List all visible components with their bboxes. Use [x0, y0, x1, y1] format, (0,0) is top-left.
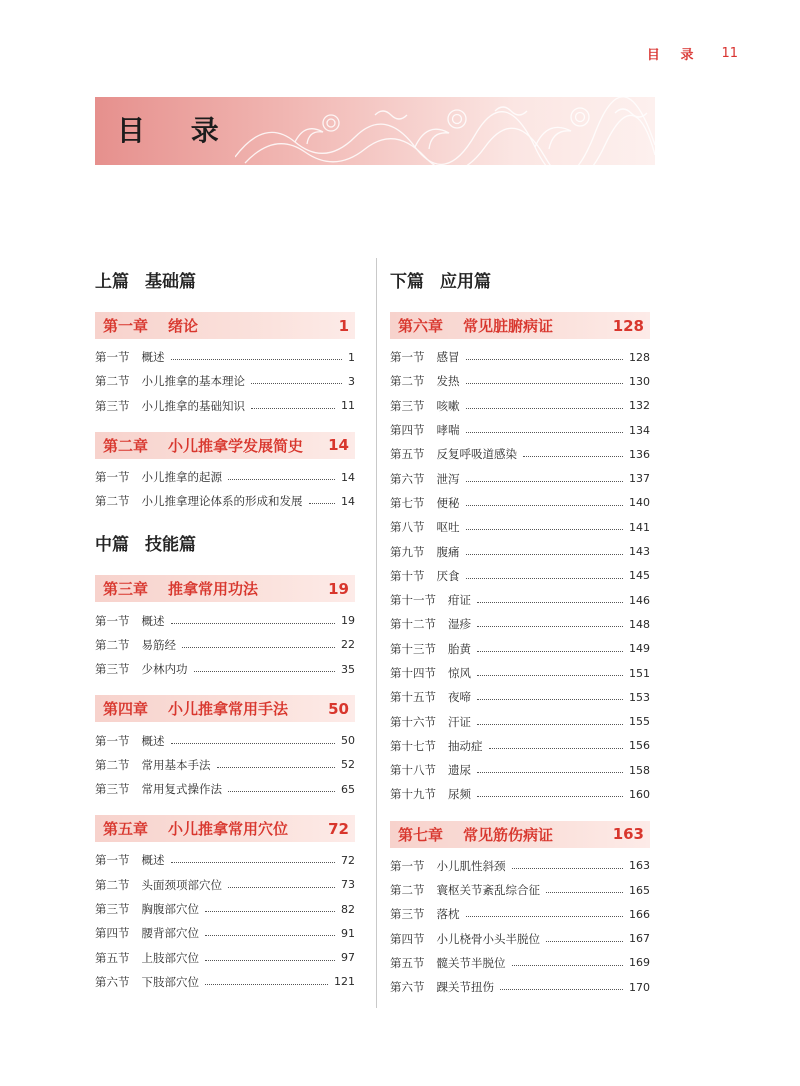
section-title: 抽动症	[448, 738, 483, 753]
section-title: 胎黄	[448, 641, 471, 656]
section-page: 22	[341, 638, 355, 652]
toc-entry[interactable]	[390, 491, 650, 515]
section-title: 汗证	[448, 714, 471, 729]
section-page: 82	[341, 902, 355, 916]
chapter-heading[interactable]	[390, 312, 650, 339]
section-page: 158	[629, 763, 650, 777]
section-label: 第三节	[95, 662, 130, 677]
section-page: 148	[629, 617, 650, 631]
section-label: 第三节	[95, 398, 130, 413]
chapter-spacer	[95, 801, 355, 815]
dot-leader	[466, 577, 624, 579]
section-title: 小儿推拿的基本理论	[141, 374, 245, 389]
toc-entry[interactable]	[390, 878, 650, 902]
section-title: 概述	[141, 853, 165, 868]
section-title: 概述	[141, 733, 165, 748]
dot-leader	[546, 940, 623, 942]
dot-leader	[228, 886, 335, 888]
toc-entry[interactable]	[95, 848, 355, 872]
section-label: 第三节	[390, 907, 425, 922]
dot-leader	[477, 601, 623, 603]
toc-entry[interactable]	[390, 854, 650, 878]
part-title: 基础篇	[145, 272, 196, 292]
section-title: 夜啼	[448, 690, 471, 705]
section-title: 胸腹部穴位	[141, 902, 199, 916]
chapter-page: 72	[328, 819, 349, 838]
dot-leader	[205, 983, 328, 985]
section-label: 第五节	[95, 950, 130, 965]
dot-leader	[477, 625, 623, 627]
section-label: 第四节	[390, 423, 425, 438]
dot-leader	[251, 407, 335, 409]
dot-leader	[466, 431, 624, 433]
section-label: 第七节	[390, 495, 425, 510]
section-page: 165	[629, 883, 650, 897]
chapter-title: 小儿推拿常用手法	[168, 700, 289, 719]
chapter-spacer	[95, 294, 355, 312]
section-title: 疳证	[448, 593, 471, 608]
section-title: 呕吐	[436, 520, 460, 535]
part-heading	[95, 270, 355, 294]
section-page: 137	[629, 472, 650, 486]
section-label: 第十节	[390, 568, 425, 583]
dot-leader	[466, 407, 624, 409]
chapter-title-group	[103, 578, 258, 599]
toc-entry[interactable]	[390, 734, 650, 758]
chapter-spacer	[95, 557, 355, 575]
chapter-label: 第二章	[103, 436, 149, 455]
section-label: 第二节	[390, 374, 425, 389]
part-label: 中篇	[95, 535, 129, 556]
wave-pattern-icon	[235, 97, 655, 165]
dot-leader	[477, 795, 623, 797]
section-label: 第十九节	[390, 787, 436, 802]
part-heading	[95, 533, 355, 557]
section-label: 第一节	[95, 470, 130, 485]
dot-leader	[251, 382, 342, 384]
section-label: 第十五节	[390, 690, 436, 705]
chapter-page: 1	[338, 316, 349, 335]
section-title: 湿疹	[448, 617, 471, 632]
dot-leader	[171, 622, 336, 624]
toc-entry[interactable]	[390, 369, 650, 393]
section-page: 132	[629, 399, 650, 413]
part-title: 技能篇	[145, 535, 196, 556]
chapter-page: 163	[612, 825, 644, 844]
section-page: 155	[629, 715, 650, 729]
dot-leader	[466, 504, 624, 506]
section-title: 踝关节扭伤	[436, 980, 494, 995]
chapter-label: 第四章	[103, 700, 149, 719]
dot-leader	[309, 502, 336, 504]
section-label: 第六节	[390, 980, 425, 995]
running-head-title: 目 录	[646, 48, 702, 63]
dot-leader	[182, 646, 335, 648]
chapter-title-group	[398, 824, 553, 845]
toc-entry[interactable]	[390, 975, 650, 999]
toc-banner	[95, 97, 655, 165]
toc-entry[interactable]	[95, 945, 355, 969]
dot-leader	[512, 867, 624, 869]
chapter-page: 19	[328, 579, 349, 598]
section-page: 128	[629, 350, 650, 364]
section-title: 咳嗽	[436, 398, 460, 413]
section-label: 第一节	[95, 733, 130, 748]
dot-leader	[194, 670, 336, 672]
toc-entry[interactable]	[95, 753, 355, 777]
part-label: 上篇	[95, 272, 129, 292]
section-label: 第四节	[390, 931, 425, 946]
section-page: 65	[341, 782, 355, 796]
dot-leader	[477, 723, 623, 725]
toc-entry[interactable]	[95, 345, 355, 369]
chapter-title-group	[103, 698, 288, 719]
section-label: 第二节	[95, 757, 130, 772]
section-title: 上肢部穴位	[141, 950, 199, 965]
section-page: 160	[629, 787, 650, 801]
chapter-label: 第六章	[398, 317, 444, 335]
chapter-heading[interactable]	[95, 575, 355, 602]
chapter-heading[interactable]	[95, 432, 355, 459]
section-label: 第三节	[95, 782, 130, 797]
dot-leader	[171, 861, 336, 863]
section-title: 下肢部穴位	[141, 974, 199, 989]
dot-leader	[205, 959, 335, 961]
section-label: 第一节	[95, 350, 130, 365]
toc-entry[interactable]	[390, 442, 650, 466]
section-label: 第十七节	[390, 738, 436, 753]
page-title: 目 录	[117, 114, 237, 147]
toc-entry[interactable]	[390, 466, 650, 490]
section-page: 72	[341, 853, 355, 867]
section-label: 第二节	[95, 494, 130, 509]
chapter-title-group	[398, 315, 553, 336]
chapter-title: 小儿推拿学发展简史	[168, 436, 304, 455]
chapter-title: 小儿推拿常用穴位	[168, 820, 289, 839]
section-title: 反复呼吸道感染	[436, 447, 517, 462]
section-label: 第五节	[390, 955, 425, 970]
section-title: 小儿肌性斜颈	[436, 858, 506, 873]
toc-entry[interactable]	[95, 657, 355, 681]
section-title: 小儿推拿的起源	[141, 470, 222, 485]
dot-leader	[477, 771, 623, 773]
dot-leader	[466, 480, 624, 482]
section-page: 151	[629, 666, 650, 680]
toc-entry[interactable]	[95, 608, 355, 632]
section-page: 143	[629, 545, 650, 559]
dot-leader	[171, 742, 336, 744]
chapter-heading[interactable]	[95, 312, 355, 339]
toc-entry[interactable]	[390, 612, 650, 636]
section-title: 泄泻	[436, 471, 460, 486]
section-page: 169	[629, 956, 650, 970]
section-page: 170	[629, 980, 650, 994]
section-title: 小儿桡骨小头半脱位	[436, 931, 540, 946]
section-page: 14	[341, 494, 355, 508]
page-number: 11	[721, 46, 738, 61]
chapter-spacer	[390, 294, 650, 312]
section-title: 便秘	[436, 495, 460, 510]
section-title: 发热	[436, 374, 460, 389]
chapter-page: 14	[328, 436, 349, 455]
section-page: 1	[348, 350, 355, 364]
section-title: 寰枢关节紊乱综合征	[436, 883, 540, 898]
chapter-title-group	[103, 435, 303, 456]
toc-entry[interactable]	[390, 902, 650, 926]
chapter-label: 第三章	[103, 580, 149, 599]
section-title: 概述	[141, 613, 165, 628]
section-title: 尿频	[448, 787, 471, 802]
dot-leader	[228, 790, 335, 792]
section-title: 腹痛	[436, 544, 460, 559]
section-label: 第九节	[390, 544, 425, 559]
section-page: 140	[629, 496, 650, 510]
section-label: 第三节	[390, 398, 425, 413]
section-page: 121	[334, 975, 355, 989]
section-page: 50	[341, 734, 355, 748]
chapter-title-group	[103, 818, 288, 839]
section-page: 97	[341, 951, 355, 965]
section-label: 第一节	[390, 350, 425, 365]
section-title: 腰背部穴位	[141, 926, 199, 941]
chapter-spacer	[390, 807, 650, 821]
section-title: 常用基本手法	[141, 757, 211, 772]
toc-entry[interactable]	[95, 465, 355, 489]
section-label: 第十八节	[390, 763, 436, 778]
dot-leader	[466, 553, 624, 555]
section-title: 少林内功	[141, 662, 188, 677]
toc-entry[interactable]	[390, 418, 650, 442]
section-page: 35	[341, 662, 355, 676]
toc-entry[interactable]	[390, 588, 650, 612]
dot-leader	[205, 934, 335, 936]
section-label: 第十六节	[390, 714, 436, 729]
section-page: 145	[629, 569, 650, 583]
toc-entry[interactable]	[95, 873, 355, 897]
section-page: 156	[629, 739, 650, 753]
dot-leader	[500, 988, 623, 990]
toc-entry[interactable]	[390, 661, 650, 685]
section-page: 136	[629, 447, 650, 461]
toc-entry[interactable]	[390, 951, 650, 975]
section-label: 第一节	[95, 853, 130, 868]
toc-entry[interactable]	[95, 728, 355, 752]
chapter-label: 第五章	[103, 820, 149, 839]
section-page: 11	[341, 399, 355, 413]
toc-entry[interactable]	[95, 394, 355, 418]
section-page: 14	[341, 470, 355, 484]
toc-entry[interactable]	[390, 758, 650, 782]
chapter-page: 128	[612, 316, 644, 335]
dot-leader	[512, 964, 624, 966]
dot-leader	[171, 358, 343, 360]
dot-leader	[477, 650, 623, 652]
toc-entry[interactable]	[390, 539, 650, 563]
section-title: 哮喘	[436, 423, 460, 438]
dot-leader	[477, 698, 623, 700]
section-page: 134	[629, 423, 650, 437]
chapter-heading[interactable]	[95, 815, 355, 842]
chapter-title: 常见脏腑病证	[463, 317, 554, 335]
section-title: 头面颈项部穴位	[141, 877, 222, 892]
section-label: 第二节	[95, 637, 130, 652]
dot-leader	[466, 382, 624, 384]
chapter-title-group	[103, 315, 198, 336]
chapter-spacer	[95, 681, 355, 695]
toc-entry[interactable]	[390, 709, 650, 733]
dot-leader	[466, 528, 624, 530]
section-page: 166	[629, 907, 650, 921]
section-label: 第五节	[390, 447, 425, 462]
section-page: 91	[341, 926, 355, 940]
section-page: 149	[629, 642, 650, 656]
section-title: 易筋经	[141, 637, 176, 652]
section-title: 概述	[141, 350, 165, 365]
section-label: 第六节	[95, 974, 130, 989]
toc-right-column	[390, 270, 650, 999]
toc-entry[interactable]	[390, 515, 650, 539]
toc-entry[interactable]	[95, 897, 355, 921]
section-label: 第八节	[390, 520, 425, 535]
section-label: 第十二节	[390, 617, 436, 632]
section-label: 第十四节	[390, 666, 436, 680]
chapter-title: 推拿常用功法	[168, 580, 259, 599]
toc-entry[interactable]	[390, 685, 650, 709]
chapter-title: 常见筋伤病证	[463, 825, 554, 844]
section-label: 第六节	[390, 471, 425, 486]
section-page: 146	[629, 593, 650, 607]
section-label: 第一节	[390, 858, 425, 873]
chapter-spacer	[95, 418, 355, 432]
dot-leader	[466, 358, 624, 360]
chapter-label: 第七章	[398, 825, 444, 844]
part-title: 应用篇	[440, 272, 491, 292]
section-page: 163	[629, 859, 650, 873]
toc-entry[interactable]	[390, 782, 650, 806]
section-title: 遗尿	[448, 763, 471, 778]
toc-entry[interactable]	[95, 921, 355, 945]
section-title: 髋关节半脱位	[436, 955, 506, 970]
section-label: 第十三节	[390, 641, 436, 656]
section-title: 厌食	[436, 568, 460, 583]
dot-leader	[466, 915, 624, 917]
section-page: 19	[341, 614, 355, 628]
chapter-heading[interactable]	[95, 695, 355, 722]
chapter-page: 50	[328, 699, 349, 718]
dot-leader	[205, 910, 335, 912]
section-title: 小儿推拿理论体系的形成和发展	[141, 494, 303, 509]
section-label: 第一节	[95, 613, 130, 628]
section-page: 167	[629, 932, 650, 946]
running-head	[647, 44, 738, 63]
part-heading	[390, 270, 650, 294]
dot-leader	[489, 747, 624, 749]
toc-entry[interactable]	[390, 345, 650, 369]
toc-entry[interactable]	[95, 970, 355, 994]
dot-leader	[546, 891, 623, 893]
section-label: 第三节	[95, 902, 130, 916]
section-title: 感冒	[436, 350, 460, 365]
toc-left-column	[95, 270, 355, 994]
section-page: 130	[629, 374, 650, 388]
chapter-heading[interactable]	[390, 821, 650, 848]
dot-leader	[477, 674, 623, 676]
section-title: 惊风	[448, 666, 471, 680]
toc-entry[interactable]	[390, 927, 650, 951]
toc-entry[interactable]	[390, 394, 650, 418]
toc-entry[interactable]	[95, 777, 355, 801]
section-label: 第二节	[95, 877, 130, 892]
dot-leader	[217, 766, 336, 768]
section-label: 第二节	[390, 883, 425, 898]
section-label: 第四节	[95, 926, 130, 941]
section-title: 常用复式操作法	[141, 782, 222, 797]
section-page: 73	[341, 878, 355, 892]
section-page: 52	[341, 758, 355, 772]
part-label: 下篇	[390, 272, 424, 292]
section-page: 153	[629, 690, 650, 704]
toc-entry[interactable]	[390, 637, 650, 661]
section-page: 3	[348, 374, 355, 388]
section-title: 落枕	[436, 907, 460, 922]
section-page: 141	[629, 520, 650, 534]
part-spacer	[95, 513, 355, 533]
section-title: 小儿推拿的基础知识	[141, 398, 245, 413]
chapter-label: 第一章	[103, 317, 149, 335]
chapter-title: 绪论	[168, 317, 199, 335]
section-label: 第二节	[95, 374, 130, 389]
toc-entry[interactable]	[390, 564, 650, 588]
dot-leader	[523, 455, 623, 457]
column-divider	[376, 258, 377, 1008]
dot-leader	[228, 478, 335, 480]
toc-entry[interactable]	[95, 369, 355, 393]
toc-entry[interactable]	[95, 633, 355, 657]
toc-entry[interactable]	[95, 489, 355, 513]
section-label: 第十一节	[390, 593, 436, 608]
